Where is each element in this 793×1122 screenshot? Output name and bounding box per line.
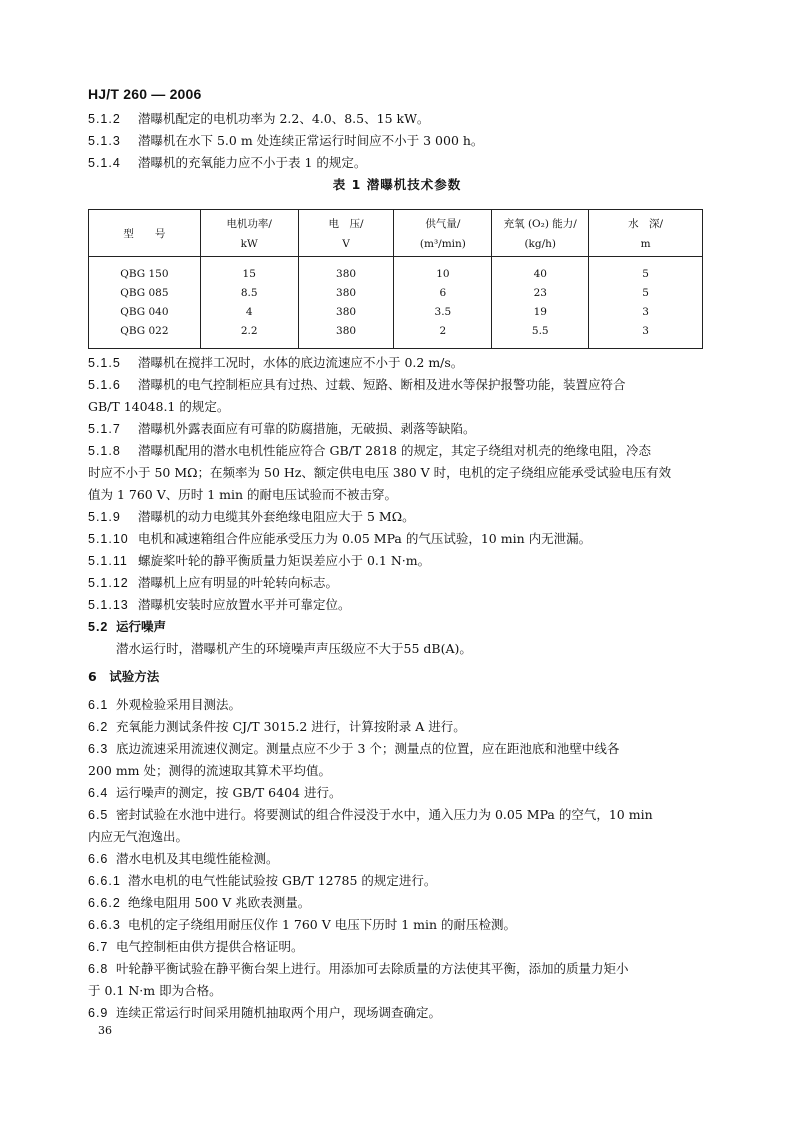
cell-oxygen-capacity: 40 — [492, 257, 589, 285]
clause-number: 6.1 — [88, 698, 109, 712]
clause-number: 5.1.13 — [88, 598, 129, 612]
header-air-supply: 供气量/ (m³/min) — [394, 210, 492, 257]
cell-power: 8.5 — [200, 284, 298, 303]
cell-air-supply: 10 — [394, 257, 492, 285]
clause-text: 潜曝机外露表面应有可靠的防腐措施，无破损、剥落等缺陷。 — [138, 421, 476, 436]
table-caption: 表 1 潜曝机技术参数 — [332, 177, 462, 192]
cell-oxygen-capacity: 5.5 — [492, 322, 589, 349]
clause-text: 电机的定子绕组用耐压仪作 1 760 V 电压下历时 1 min 的耐压检测。 — [128, 917, 517, 932]
cell-power: 15 — [200, 257, 298, 285]
clause-continuation — [88, 760, 706, 782]
clause-line — [88, 936, 706, 958]
clause-line — [88, 352, 706, 374]
header-power: 电机功率/ kW — [200, 210, 298, 257]
clause-number: 6.5 — [88, 808, 109, 822]
clause-text: 外观检验采用目测法。 — [116, 697, 242, 712]
clause-text: 运行噪声的测定，按 GB/T 6404 进行。 — [116, 785, 342, 800]
clause-text: 电气控制柜由供方提供合格证明。 — [116, 939, 304, 954]
clause-line — [88, 870, 706, 892]
standard-code-header: HJ/T 260 — 2006 — [88, 86, 202, 102]
clause-continuation — [88, 826, 706, 848]
clause-number: 6.2 — [88, 720, 109, 734]
clause-number: 5.1.8 — [88, 444, 121, 458]
clause-number: 5.1.6 — [88, 378, 121, 392]
clause-text: 绝缘电阻用 500 V 兆欧表测量。 — [128, 895, 311, 910]
clause-continuation — [88, 980, 706, 1002]
clause-text: 内应无气泡逸出。 — [88, 829, 189, 844]
cell-water-depth: 3 — [589, 303, 703, 322]
cell-oxygen-capacity: 23 — [492, 284, 589, 303]
cell-voltage: 380 — [298, 303, 394, 322]
header-water-depth: 水 深/ m — [589, 210, 703, 257]
clause-line — [88, 108, 706, 130]
cell-model: QBG 022 — [89, 322, 201, 349]
cell-water-depth: 3 — [589, 322, 703, 349]
clause-text: 潜曝机安装时应放置水平并可靠定位。 — [138, 597, 351, 612]
clause-number: 5.1.2 — [88, 112, 121, 126]
clause-number: 6.9 — [88, 1006, 109, 1020]
clause-text: 潜曝机在水下 5.0 m 处连续正常运行时间应不小于 3 000 h。 — [138, 133, 484, 148]
cell-voltage: 380 — [298, 257, 394, 285]
clause-text: 潜曝机上应有明显的叶轮转向标志。 — [138, 575, 339, 590]
clause-text: 电机和减速箱组合件应能承受压力为 0.05 MPa 的气压试验，10 min 内无泄漏。 — [138, 531, 592, 546]
clause-text: 潜水运行时，潜曝机产生的环境噪声声压级应不大于55 dB(A)。 — [116, 641, 472, 656]
clause-line — [88, 594, 706, 616]
clause-number: 6.4 — [88, 786, 109, 800]
page-number: 36 — [98, 1024, 112, 1037]
clause-text: 值为 1 760 V、历时 1 min 的耐电压试验而不被击穿。 — [88, 487, 398, 502]
cell-air-supply: 6 — [394, 284, 492, 303]
clause-line — [88, 716, 706, 738]
clause-text: 潜曝机配用的潜水电机性能应符合 GB/T 2818 的规定，其定子绕组对机壳的绝缘电阻，冷态 — [138, 443, 651, 458]
clause-number: 5.1.5 — [88, 356, 121, 370]
clause-text: 潜水电机及其电缆性能检测。 — [116, 851, 279, 866]
clause-number: 5.1.9 — [88, 510, 121, 524]
clause-text: 潜曝机配定的电机功率为 2.2、4.0、8.5、15 kW。 — [138, 111, 430, 126]
clause-text: 潜曝机在搅拌工况时，水体的底边流速应不小于 0.2 m/s。 — [138, 355, 464, 370]
clauses-after-table — [88, 352, 706, 1024]
clause-number: 6.6 — [88, 852, 109, 866]
clause-paragraph — [88, 638, 706, 660]
header-model: 型 号 — [89, 210, 201, 257]
table-row — [89, 303, 703, 322]
clause-line — [88, 572, 706, 594]
clause-line — [88, 914, 706, 936]
table-row — [89, 257, 703, 285]
clause-number: 6.6.2 — [88, 896, 121, 910]
clause-text: 潜曝机的电气控制柜应具有过热、过载、短路、断相及进水等保护报警功能，装置应符合 — [138, 377, 626, 392]
clause-line — [88, 694, 706, 716]
clause-line — [88, 738, 706, 760]
clause-number: 5.1.10 — [88, 532, 129, 546]
clause-line — [88, 374, 706, 396]
clause-text: 螺旋桨叶轮的静平衡质量力矩误差应小于 0.1 N·m。 — [138, 553, 431, 568]
cell-oxygen-capacity: 19 — [492, 303, 589, 322]
cell-air-supply: 2 — [394, 322, 492, 349]
clauses-top — [88, 108, 706, 198]
clause-number: 5.1.11 — [88, 554, 128, 568]
cell-model: QBG 040 — [89, 303, 201, 322]
clause-line — [88, 506, 706, 528]
clause-text: 潜曝机的充氧能力应不小于表 1 的规定。 — [138, 155, 367, 170]
section-heading: 6 试验方法 — [88, 669, 160, 684]
clause-line — [88, 804, 706, 826]
cell-voltage: 380 — [298, 284, 394, 303]
clause-number: 5.1.12 — [88, 576, 129, 590]
cell-water-depth: 5 — [589, 284, 703, 303]
clause-text: 叶轮静平衡试验在静平衡台架上进行。用添加可去除质量的方法使其平衡，添加的质量力矩小 — [116, 961, 629, 976]
cell-air-supply: 3.5 — [394, 303, 492, 322]
clause-number: 6.6.3 — [88, 918, 121, 932]
cell-voltage: 380 — [298, 322, 394, 349]
clause-line — [88, 440, 706, 462]
clause-number: 6.8 — [88, 962, 109, 976]
header-oxygen-capacity: 充氧 (O₂) 能力/ (kg/h) — [492, 210, 589, 257]
clause-number: 5.1.3 — [88, 134, 121, 148]
clause-number: 5.1.4 — [88, 156, 121, 170]
clause-text: 于 0.1 N·m 即为合格。 — [88, 983, 222, 998]
clause-line — [88, 782, 706, 804]
clause-line — [88, 418, 706, 440]
table-row — [89, 284, 703, 303]
clause-line — [88, 848, 706, 870]
clause-number: 6.7 — [88, 940, 109, 954]
clause-number: 6.6.1 — [88, 874, 121, 888]
cell-model: QBG 150 — [89, 257, 201, 285]
cell-power: 2.2 — [200, 322, 298, 349]
clause-number: 5.2 — [88, 620, 109, 634]
clause-line — [88, 152, 706, 174]
table-header-row — [89, 210, 703, 257]
clause-line — [88, 1002, 706, 1024]
cell-model: QBG 085 — [89, 284, 201, 303]
subsection-title: 运行噪声 — [116, 619, 167, 634]
clause-line — [88, 958, 706, 980]
clause-text: 潜曝机的动力电缆其外套绝缘电阻应大于 5 MΩ。 — [138, 509, 415, 524]
clause-line — [88, 130, 706, 152]
clause-text: 底边流速采用流速仪测定。测量点应不少于 3 个；测量点的位置，应在距池底和池壁中线各 — [116, 741, 620, 756]
clause-line — [88, 550, 706, 572]
clause-text: 连续正常运行时间采用随机抽取两个用户，现场调查确定。 — [116, 1005, 442, 1020]
clause-text: 密封试验在水池中进行。将要测试的组合件浸没于水中，通入压力为 0.05 MPa 的空气，10 min — [116, 807, 653, 822]
cell-water-depth: 5 — [589, 257, 703, 285]
clause-line — [88, 528, 706, 550]
clause-text: 时应不小于 50 MΩ；在频率为 50 Hz、额定供电电压 380 V 时，电机的定子绕组应能承受试验电压有效 — [88, 465, 672, 480]
clause-text: GB/T 14048.1 的规定。 — [88, 399, 230, 414]
cell-power: 4 — [200, 303, 298, 322]
clause-number: 6.3 — [88, 742, 109, 756]
clause-number: 5.1.7 — [88, 422, 121, 436]
clause-text: 潜水电机的电气性能试验按 GB/T 12785 的规定进行。 — [128, 873, 437, 888]
spec-table — [88, 209, 703, 349]
clause-continuation — [88, 484, 706, 506]
clause-line — [88, 892, 706, 914]
clause-continuation — [88, 396, 706, 418]
header-voltage: 电 压/ V — [298, 210, 394, 257]
clause-text: 200 mm 处；测得的流速取其算术平均值。 — [88, 763, 332, 778]
subsection-heading — [88, 616, 706, 638]
table-row — [89, 322, 703, 349]
clause-continuation — [88, 462, 706, 484]
clause-text: 充氧能力测试条件按 CJ/T 3015.2 进行，计算按附录 A 进行。 — [116, 719, 466, 734]
